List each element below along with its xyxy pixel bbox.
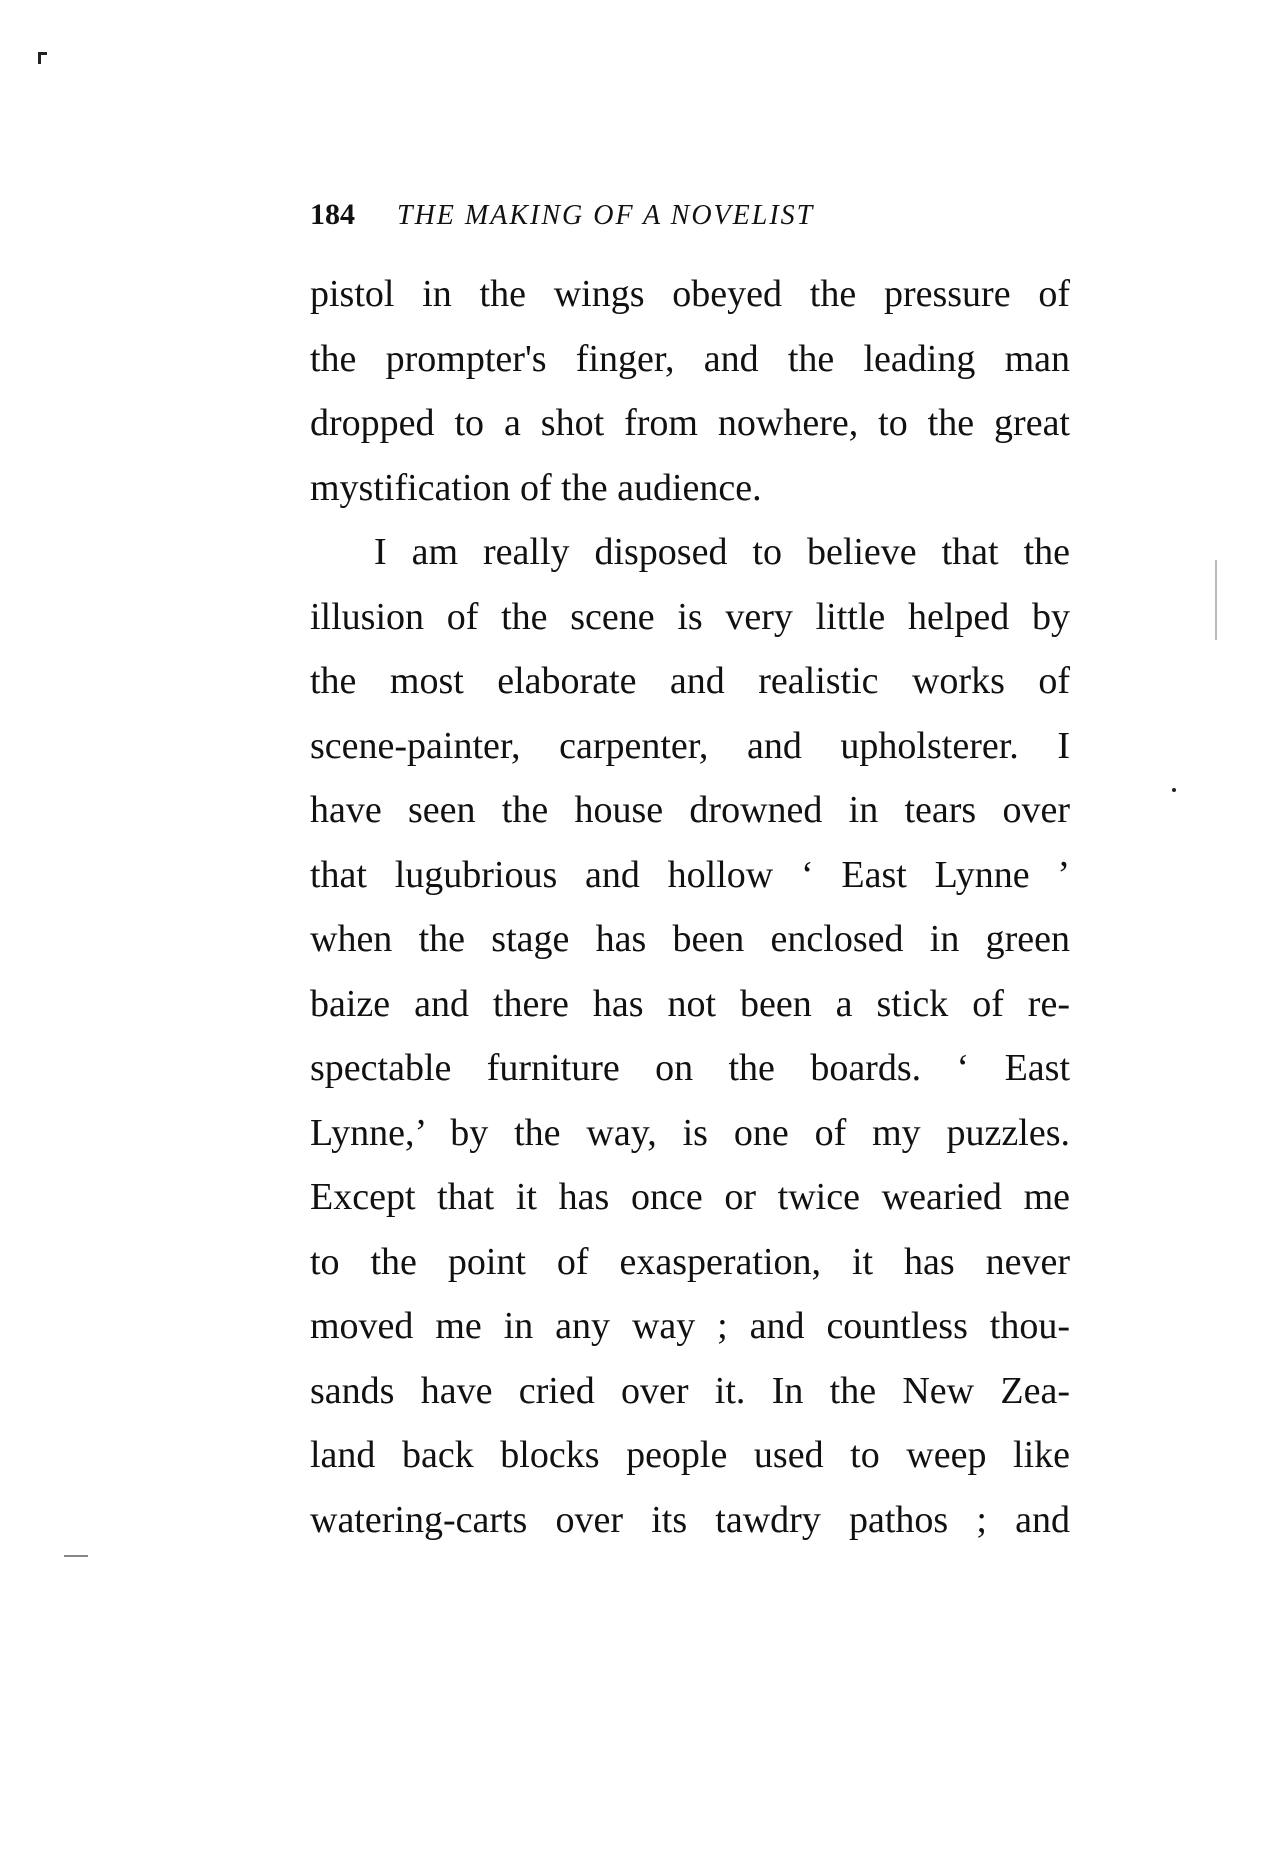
text-line: I am really disposed to believe that the — [374, 531, 1070, 573]
text-line: have seen the house drowned in tears over — [310, 789, 1070, 831]
text-line: scene-painter, carpenter, and upholsterer. I — [310, 724, 1070, 767]
scan-mark-right-rule — [1215, 560, 1217, 640]
text-line: mystification of the audience. — [310, 466, 762, 509]
text-line: pistol in the wings obeyed the pressure of — [310, 273, 1070, 315]
text-line: dropped to a shot from nowhere, to the great — [310, 402, 1070, 444]
text-line: that lugubrious and hollow ‘ East Lynne ’ — [310, 853, 1070, 896]
text-line: baize and there has not been a stick of re- — [310, 982, 1070, 1025]
text-line: illusion of the scene is very little helped by — [310, 595, 1070, 638]
text-line: the prompter's finger, and the leading man — [310, 337, 1070, 380]
text-line: sands have cried over it. In the New Zea- — [310, 1369, 1070, 1412]
scan-mark-dot — [1172, 788, 1176, 792]
running-header — [310, 198, 1070, 238]
running-title: THE MAKING OF A NOVELIST — [397, 200, 815, 231]
text-line: to the point of exasperation, it has never — [310, 1240, 1070, 1283]
text-line: watering-carts over its tawdry pathos ; and — [310, 1498, 1070, 1541]
text-line: when the stage has been enclosed in green — [310, 918, 1070, 960]
scan-mark-corner-stem — [38, 52, 41, 64]
scan-mark-dash — [64, 1555, 88, 1557]
body-text — [310, 262, 1070, 1552]
text-line: moved me in any way ; and countless thou- — [310, 1305, 1070, 1347]
text-line: Except that it has once or twice wearied me — [310, 1176, 1070, 1218]
text-line: Lynne,’ by the way, is one of my puzzles. — [310, 1111, 1070, 1154]
text-line: spectable furniture on the boards. ‘ East — [310, 1047, 1070, 1089]
text-line: land back blocks people used to weep like — [310, 1434, 1070, 1476]
page-number: 184 — [310, 198, 355, 231]
text-line: the most elaborate and realistic works of — [310, 660, 1070, 702]
